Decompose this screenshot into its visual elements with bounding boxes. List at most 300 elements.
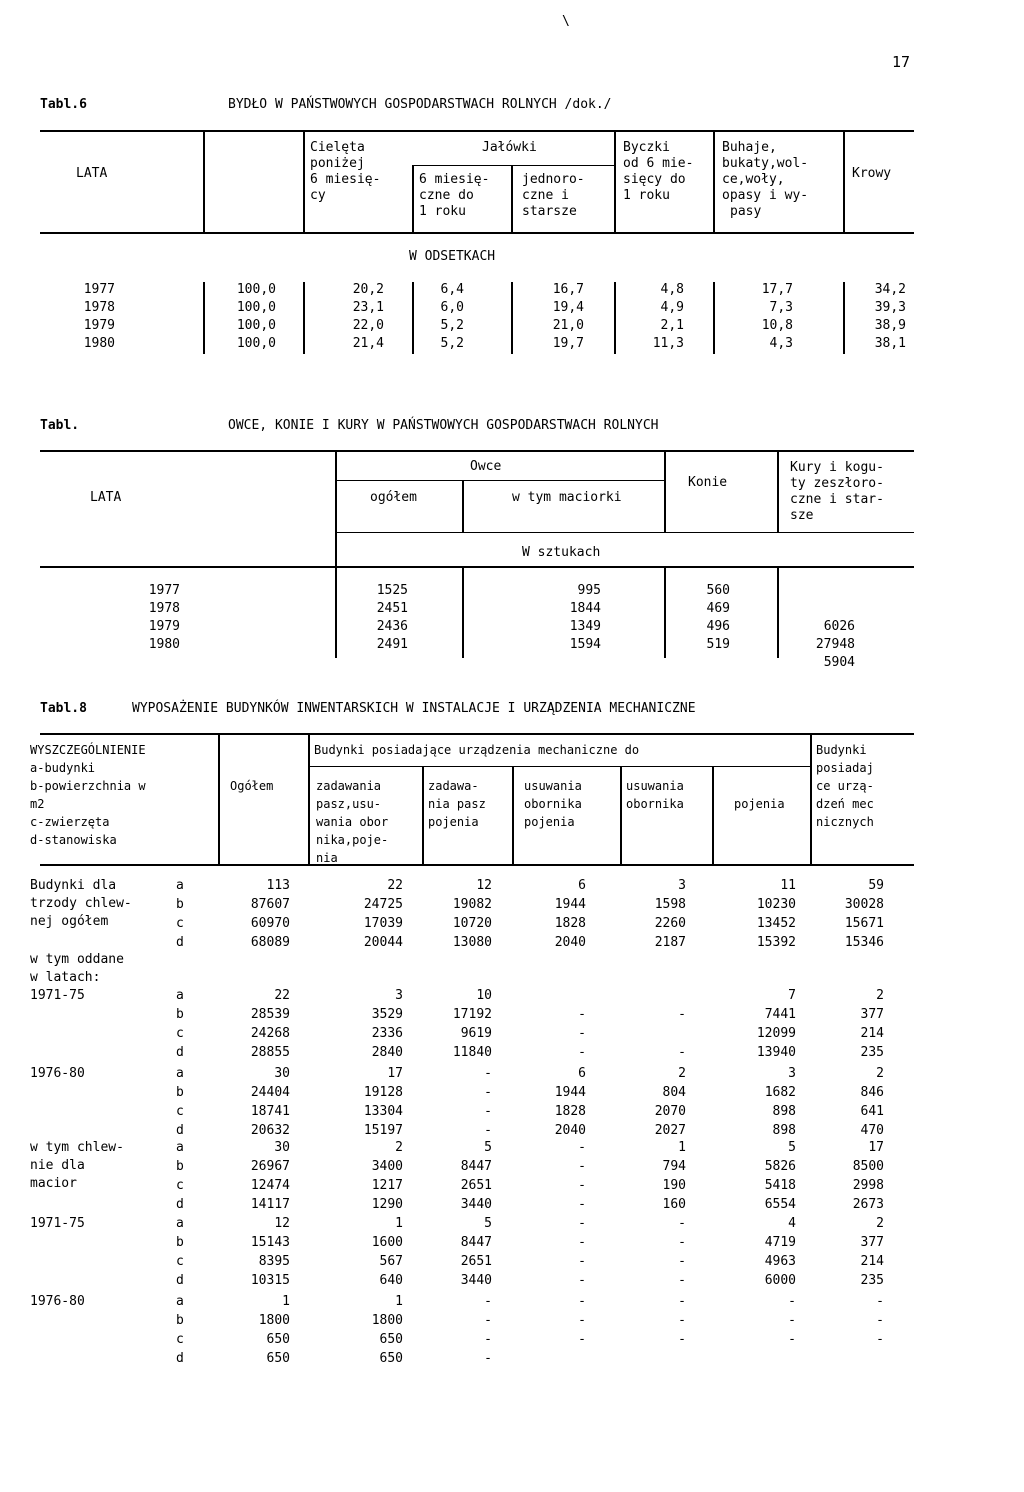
stub-header-3: b-powierzchnia w bbox=[30, 779, 146, 793]
table-cell: 1979 bbox=[148, 619, 180, 634]
row-letter: d bbox=[176, 1123, 184, 1138]
table-cell: 12 bbox=[476, 878, 492, 893]
row-letter: c bbox=[176, 1332, 184, 1347]
table-cell: 23,1 bbox=[352, 300, 384, 315]
table-cell: 12 bbox=[274, 1216, 290, 1231]
table-cell: 13452 bbox=[756, 916, 796, 931]
table-cell: 5,2 bbox=[440, 318, 464, 333]
table-cell: 17 bbox=[387, 1066, 403, 1081]
table-cell: 100,0 bbox=[236, 282, 276, 297]
table-cell: 214 bbox=[860, 1026, 884, 1041]
table-cell: 10315 bbox=[250, 1273, 290, 1288]
header-jal-b-2: czne i bbox=[522, 188, 569, 203]
header-cieleta-4: cy bbox=[310, 188, 326, 203]
table-cell: 4,9 bbox=[660, 300, 684, 315]
table-cell: 1 bbox=[395, 1294, 403, 1309]
header-buhaje-1: Buhaje, bbox=[722, 140, 777, 155]
table-cell: 5904 bbox=[823, 655, 855, 670]
stub-header-1: WYSZCZEGÓLNIENIE bbox=[30, 743, 146, 757]
table-cell: - bbox=[876, 1332, 884, 1347]
table-cell: 12474 bbox=[250, 1178, 290, 1193]
table-cell: 13080 bbox=[452, 935, 492, 950]
table-cell: - bbox=[484, 1085, 492, 1100]
header-col3-3: pojenia bbox=[524, 815, 575, 829]
table-cell: - bbox=[484, 1351, 492, 1366]
row-stub: w latach: bbox=[30, 970, 101, 985]
unit-label: W ODSETKACH bbox=[409, 249, 496, 264]
table-cell: 30 bbox=[274, 1140, 290, 1155]
header-lata: LATA bbox=[90, 490, 122, 505]
row-letter: b bbox=[176, 1007, 184, 1022]
header-owce: Owce bbox=[470, 459, 502, 474]
table-cell: 4,3 bbox=[769, 336, 793, 351]
table-cell: - bbox=[788, 1332, 796, 1347]
table-cell: - bbox=[484, 1294, 492, 1309]
table-cell: 3440 bbox=[460, 1273, 492, 1288]
header-col2-1: zadawa- bbox=[428, 779, 479, 793]
row-letter: c bbox=[176, 1178, 184, 1193]
table-cell: 6 bbox=[578, 1066, 586, 1081]
table-cell: - bbox=[578, 1026, 586, 1041]
header-buhaje-4: opasy i wy- bbox=[722, 188, 809, 203]
table-title: OWCE, KONIE I KURY W PAŃSTWOWYCH GOSPODARSTWACH ROLNYCH bbox=[228, 418, 659, 433]
table-cell: 26967 bbox=[250, 1159, 290, 1174]
table-cell: 8447 bbox=[460, 1235, 492, 1250]
header-jal-a-2: czne do bbox=[419, 188, 474, 203]
table-cell: 19082 bbox=[452, 897, 492, 912]
table-cell: 21,0 bbox=[552, 318, 584, 333]
table-cell: 30028 bbox=[844, 897, 884, 912]
table-cell: 1 bbox=[282, 1294, 290, 1309]
header-ogolem: ogółem bbox=[370, 490, 417, 505]
header-kury-3: czne i star- bbox=[790, 492, 884, 507]
top-mark: \ bbox=[562, 14, 570, 29]
table-cell: 995 bbox=[577, 583, 601, 598]
table-cell: 2998 bbox=[852, 1178, 884, 1193]
table-cell: 2 bbox=[876, 988, 884, 1003]
row-letter: c bbox=[176, 916, 184, 931]
table-cell: 1217 bbox=[371, 1178, 403, 1193]
header-col1-4: nika,poje- bbox=[316, 833, 389, 847]
header-col1-1: zadawania bbox=[316, 779, 382, 793]
table-cell: - bbox=[578, 1159, 586, 1174]
table-cell: 10,8 bbox=[761, 318, 793, 333]
table-cell: 5 bbox=[788, 1140, 796, 1155]
table-cell: - bbox=[578, 1313, 586, 1328]
table-cell: 1800 bbox=[371, 1313, 403, 1328]
table-cell: 898 bbox=[772, 1104, 796, 1119]
table-title: BYDŁO W PAŃSTWOWYCH GOSPODARSTWACH ROLNYCH /dok./ bbox=[228, 97, 612, 112]
header-ogolem: Ogółem bbox=[230, 779, 274, 793]
header-jal-b-3: starsze bbox=[522, 204, 577, 219]
row-letter: b bbox=[176, 897, 184, 912]
table-cell: 22,0 bbox=[352, 318, 384, 333]
row-letter: a bbox=[176, 1066, 184, 1081]
table-cell: 100,0 bbox=[236, 318, 276, 333]
table-cell: 650 bbox=[266, 1351, 290, 1366]
header-lata: LATA bbox=[76, 166, 108, 181]
table-cell: 1598 bbox=[654, 897, 686, 912]
table-cell: 2451 bbox=[376, 601, 408, 616]
table-cell: 68089 bbox=[250, 935, 290, 950]
table-cell: 17 bbox=[868, 1140, 884, 1155]
table-cell: 38,9 bbox=[874, 318, 906, 333]
table-cell: 5 bbox=[484, 1140, 492, 1155]
table-cell: - bbox=[876, 1313, 884, 1328]
row-letter: a bbox=[176, 1140, 184, 1155]
header-buhaje-3: ce,woły, bbox=[722, 172, 785, 187]
table-cell: 24268 bbox=[250, 1026, 290, 1041]
table-title: WYPOSAŻENIE BUDYNKÓW INWENTARSKICH W INSTALACJE I URZĄDZENIA MECHANICZNE bbox=[132, 701, 696, 716]
table-cell: - bbox=[876, 1294, 884, 1309]
row-stub: 1976-80 bbox=[30, 1294, 85, 1309]
table-cell: - bbox=[484, 1313, 492, 1328]
table-cell: 3440 bbox=[460, 1197, 492, 1212]
row-letter: c bbox=[176, 1026, 184, 1041]
table-cell: 2651 bbox=[460, 1178, 492, 1193]
row-stub: 1971-75 bbox=[30, 988, 85, 1003]
header-cieleta-2: poniżej bbox=[310, 156, 365, 171]
header-kury-1: Kury i kogu- bbox=[790, 460, 884, 475]
table-cell: 4963 bbox=[764, 1254, 796, 1269]
header-kury-2: ty zeszłoro- bbox=[790, 476, 884, 491]
table-cell: 214 bbox=[860, 1254, 884, 1269]
row-letter: d bbox=[176, 1045, 184, 1060]
row-letter: d bbox=[176, 935, 184, 950]
table-cell: 377 bbox=[860, 1235, 884, 1250]
table-cell: - bbox=[788, 1294, 796, 1309]
header-col2-2: nia pasz bbox=[428, 797, 486, 811]
table-cell: 2027 bbox=[654, 1123, 686, 1138]
header-col6-2: posiadaj bbox=[816, 761, 874, 775]
table-cell: - bbox=[578, 1294, 586, 1309]
header-col1-2: pasz,usu- bbox=[316, 797, 382, 811]
table-cell: 15392 bbox=[756, 935, 796, 950]
row-letter: a bbox=[176, 1294, 184, 1309]
header-cieleta-3: 6 miesię- bbox=[310, 172, 381, 187]
table-cell: 20,2 bbox=[352, 282, 384, 297]
table-cell: - bbox=[484, 1066, 492, 1081]
table-cell: - bbox=[578, 1235, 586, 1250]
table-cell: 59 bbox=[868, 878, 884, 893]
header-byczki-3: sięcy do bbox=[623, 172, 686, 187]
table-cell: 2651 bbox=[460, 1254, 492, 1269]
header-buhaje-5: pasy bbox=[730, 204, 762, 219]
table-cell: 13304 bbox=[363, 1104, 403, 1119]
table-cell: 7 bbox=[788, 988, 796, 1003]
table-cell: 1290 bbox=[371, 1197, 403, 1212]
table-cell: 2436 bbox=[376, 619, 408, 634]
header-col3-2: obornika bbox=[524, 797, 582, 811]
table-cell: 377 bbox=[860, 1007, 884, 1022]
header-col2-3: pojenia bbox=[428, 815, 479, 829]
row-stub: macior bbox=[30, 1176, 77, 1191]
table-cell: - bbox=[678, 1216, 686, 1231]
table-cell: - bbox=[678, 1045, 686, 1060]
table-cell: 5 bbox=[484, 1216, 492, 1231]
table-cell: 100,0 bbox=[236, 336, 276, 351]
table-cell: 1979 bbox=[83, 318, 115, 333]
table-cell: 1682 bbox=[764, 1085, 796, 1100]
row-stub: 1976-80 bbox=[30, 1066, 85, 1081]
table-cell: 11 bbox=[780, 878, 796, 893]
header-byczki-4: 1 roku bbox=[623, 188, 670, 203]
table-cell: 1978 bbox=[83, 300, 115, 315]
table-cell: 1980 bbox=[148, 637, 180, 652]
table-cell: - bbox=[578, 1254, 586, 1269]
row-stub: nej ogółem bbox=[30, 914, 109, 929]
table-cell: 1844 bbox=[569, 601, 601, 616]
header-buhaje-2: bukaty,wol- bbox=[722, 156, 809, 171]
table-cell: 10 bbox=[476, 988, 492, 1003]
table-cell: 8447 bbox=[460, 1159, 492, 1174]
table-cell: 28539 bbox=[250, 1007, 290, 1022]
table-cell: 1980 bbox=[83, 336, 115, 351]
table-cell: - bbox=[678, 1007, 686, 1022]
header-col5: pojenia bbox=[734, 797, 785, 811]
table-cell: 846 bbox=[860, 1085, 884, 1100]
table-cell: 10230 bbox=[756, 897, 796, 912]
row-letter: a bbox=[176, 878, 184, 893]
table-cell: 160 bbox=[662, 1197, 686, 1212]
table-cell: 1944 bbox=[554, 897, 586, 912]
row-letter: a bbox=[176, 1216, 184, 1231]
table-cell: 469 bbox=[706, 601, 730, 616]
table-cell: 24725 bbox=[363, 897, 403, 912]
table-cell: 16,7 bbox=[552, 282, 584, 297]
table-cell: - bbox=[484, 1123, 492, 1138]
table-cell: 39,3 bbox=[874, 300, 906, 315]
table-cell: 28855 bbox=[250, 1045, 290, 1060]
table-label: Tabl.6 bbox=[40, 97, 87, 112]
table-cell: - bbox=[678, 1294, 686, 1309]
table-cell: 2260 bbox=[654, 916, 686, 931]
table-cell: 1828 bbox=[554, 916, 586, 931]
table-cell: 19,4 bbox=[552, 300, 584, 315]
table-cell: - bbox=[678, 1332, 686, 1347]
table-cell: - bbox=[578, 1332, 586, 1347]
table-cell: 567 bbox=[379, 1254, 403, 1269]
table-cell: 87607 bbox=[250, 897, 290, 912]
row-letter: b bbox=[176, 1235, 184, 1250]
table-cell: 19128 bbox=[363, 1085, 403, 1100]
table-cell: 60970 bbox=[250, 916, 290, 931]
table-cell: 15671 bbox=[844, 916, 884, 931]
table-cell: - bbox=[484, 1332, 492, 1347]
table-label: Tabl. bbox=[40, 418, 80, 433]
table-cell: 5,2 bbox=[440, 336, 464, 351]
table-cell: 496 bbox=[706, 619, 730, 634]
table-cell: 4719 bbox=[764, 1235, 796, 1250]
table-cell: 1944 bbox=[554, 1085, 586, 1100]
header-jal-b-1: jednoro- bbox=[522, 172, 585, 187]
row-letter: c bbox=[176, 1104, 184, 1119]
table-cell: - bbox=[578, 1007, 586, 1022]
table-cell: 34,2 bbox=[874, 282, 906, 297]
row-stub: w tym oddane bbox=[30, 952, 124, 967]
table-cell: - bbox=[484, 1104, 492, 1119]
header-krowy: Krowy bbox=[852, 166, 892, 181]
table-cell: 13940 bbox=[756, 1045, 796, 1060]
table-cell: 2070 bbox=[654, 1104, 686, 1119]
header-col6-1: Budynki bbox=[816, 743, 867, 757]
table-cell: 6554 bbox=[764, 1197, 796, 1212]
header-col1-3: wania obor bbox=[316, 815, 389, 829]
table-cell: - bbox=[578, 1045, 586, 1060]
table-cell: 2040 bbox=[554, 1123, 586, 1138]
header-byczki-1: Byczki bbox=[623, 140, 670, 155]
header-col1-5: nia bbox=[316, 851, 338, 865]
table-cell: 1 bbox=[395, 1216, 403, 1231]
row-letter: b bbox=[176, 1085, 184, 1100]
header-col6-3: ce urzą- bbox=[816, 779, 874, 793]
stub-header-6: d-stanowiska bbox=[30, 833, 117, 847]
table-cell: 560 bbox=[706, 583, 730, 598]
table-cell: 804 bbox=[662, 1085, 686, 1100]
table-cell: 5826 bbox=[764, 1159, 796, 1174]
header-col6-5: nicznych bbox=[816, 815, 874, 829]
header-kury-4: sze bbox=[790, 508, 814, 523]
table-cell: 18741 bbox=[250, 1104, 290, 1119]
header-jal-a-1: 6 miesię- bbox=[419, 172, 490, 187]
row-letter: a bbox=[176, 988, 184, 1003]
table-cell: 8500 bbox=[852, 1159, 884, 1174]
table-cell: 14117 bbox=[250, 1197, 290, 1212]
table-cell: 2840 bbox=[371, 1045, 403, 1060]
table-cell: - bbox=[578, 1178, 586, 1193]
row-letter: d bbox=[176, 1197, 184, 1212]
table-cell: 1978 bbox=[148, 601, 180, 616]
table-cell: 11840 bbox=[452, 1045, 492, 1060]
page-number: 17 bbox=[892, 53, 911, 71]
table-cell: - bbox=[788, 1313, 796, 1328]
table-cell: 11,3 bbox=[652, 336, 684, 351]
table-cell: 3 bbox=[788, 1066, 796, 1081]
header-cieleta-1: Cielęta bbox=[310, 140, 365, 155]
table-cell: 17039 bbox=[363, 916, 403, 931]
table-cell: 2 bbox=[876, 1066, 884, 1081]
table-cell: 3529 bbox=[371, 1007, 403, 1022]
unit-label: W sztukach bbox=[522, 545, 601, 560]
table-cell: 15346 bbox=[844, 935, 884, 950]
header-col4-1: usuwania bbox=[626, 779, 684, 793]
table-cell: 12099 bbox=[756, 1026, 796, 1041]
table-cell: 15143 bbox=[250, 1235, 290, 1250]
table-cell: 3400 bbox=[371, 1159, 403, 1174]
table-cell: 22 bbox=[274, 988, 290, 1003]
table-cell: 2673 bbox=[852, 1197, 884, 1212]
table-cell: 8395 bbox=[258, 1254, 290, 1269]
table-cell: 1977 bbox=[83, 282, 115, 297]
table-cell: 650 bbox=[379, 1351, 403, 1366]
table-cell: 1349 bbox=[569, 619, 601, 634]
table-cell: - bbox=[578, 1140, 586, 1155]
table-cell: - bbox=[678, 1235, 686, 1250]
row-letter: b bbox=[176, 1313, 184, 1328]
table-cell: 641 bbox=[860, 1104, 884, 1119]
header-col3-1: usuwania bbox=[524, 779, 582, 793]
table-cell: 1525 bbox=[376, 583, 408, 598]
row-stub: trzody chlew- bbox=[30, 896, 132, 911]
table-cell: 20044 bbox=[363, 935, 403, 950]
table-cell: 100,0 bbox=[236, 300, 276, 315]
table-cell: 27948 bbox=[815, 637, 855, 652]
table-cell: - bbox=[578, 1216, 586, 1231]
header-col4-2: obornika bbox=[626, 797, 684, 811]
table-cell: 640 bbox=[379, 1273, 403, 1288]
table-cell: 519 bbox=[706, 637, 730, 652]
header-byczki-2: od 6 mie- bbox=[623, 156, 694, 171]
table-cell: 17192 bbox=[452, 1007, 492, 1022]
stub-header-2: a-budynki bbox=[30, 761, 96, 775]
row-stub: w tym chlew- bbox=[30, 1140, 124, 1155]
table-cell: 9619 bbox=[460, 1026, 492, 1041]
table-cell: 4 bbox=[788, 1216, 796, 1231]
table-cell: 2187 bbox=[654, 935, 686, 950]
table-cell: 2 bbox=[395, 1140, 403, 1155]
header-konie: Konie bbox=[688, 475, 728, 490]
table-cell: 1828 bbox=[554, 1104, 586, 1119]
table-cell: 2491 bbox=[376, 637, 408, 652]
table-cell: 190 bbox=[662, 1178, 686, 1193]
table-cell: 2336 bbox=[371, 1026, 403, 1041]
header-col6-4: dzeń mec bbox=[816, 797, 874, 811]
table-cell: 6,4 bbox=[440, 282, 464, 297]
row-stub: nie dla bbox=[30, 1158, 85, 1173]
table-cell: 22 bbox=[387, 878, 403, 893]
table-cell: 10720 bbox=[452, 916, 492, 931]
table-cell: 19,7 bbox=[552, 336, 584, 351]
table-cell: 1977 bbox=[148, 583, 180, 598]
table-cell: 4,8 bbox=[660, 282, 684, 297]
row-letter: d bbox=[176, 1351, 184, 1366]
row-letter: c bbox=[176, 1254, 184, 1269]
row-letter: b bbox=[176, 1159, 184, 1174]
table-cell: 2,1 bbox=[660, 318, 684, 333]
table-cell: 38,1 bbox=[874, 336, 906, 351]
table-cell: 6000 bbox=[764, 1273, 796, 1288]
row-letter: d bbox=[176, 1273, 184, 1288]
table-cell: 1 bbox=[678, 1140, 686, 1155]
table-cell: 650 bbox=[266, 1332, 290, 1347]
table-cell: 1600 bbox=[371, 1235, 403, 1250]
table-cell: 6 bbox=[578, 878, 586, 893]
table-cell: 235 bbox=[860, 1273, 884, 1288]
table-cell: 21,4 bbox=[352, 336, 384, 351]
header-jalowki: Jałówki bbox=[482, 140, 537, 155]
table-cell: - bbox=[578, 1197, 586, 1212]
table-cell: 24404 bbox=[250, 1085, 290, 1100]
table-cell: 235 bbox=[860, 1045, 884, 1060]
table-cell: 2040 bbox=[554, 935, 586, 950]
table-cell: 113 bbox=[266, 878, 290, 893]
table-cell: 3 bbox=[678, 878, 686, 893]
table-cell: 17,7 bbox=[761, 282, 793, 297]
table-cell: 2 bbox=[876, 1216, 884, 1231]
table-cell: - bbox=[678, 1254, 686, 1269]
table-cell: 794 bbox=[662, 1159, 686, 1174]
stub-header-5: c-zwierzęta bbox=[30, 815, 110, 829]
table-cell: 15197 bbox=[363, 1123, 403, 1138]
table-cell: 650 bbox=[379, 1332, 403, 1347]
header-group: Budynki posiadające urządzenia mechaniczne do bbox=[314, 743, 640, 757]
table-cell: 7,3 bbox=[769, 300, 793, 315]
table-cell: 7441 bbox=[764, 1007, 796, 1022]
table-cell: 6026 bbox=[823, 619, 855, 634]
table-cell: 2 bbox=[678, 1066, 686, 1081]
table-cell: - bbox=[678, 1273, 686, 1288]
table-cell: - bbox=[678, 1313, 686, 1328]
